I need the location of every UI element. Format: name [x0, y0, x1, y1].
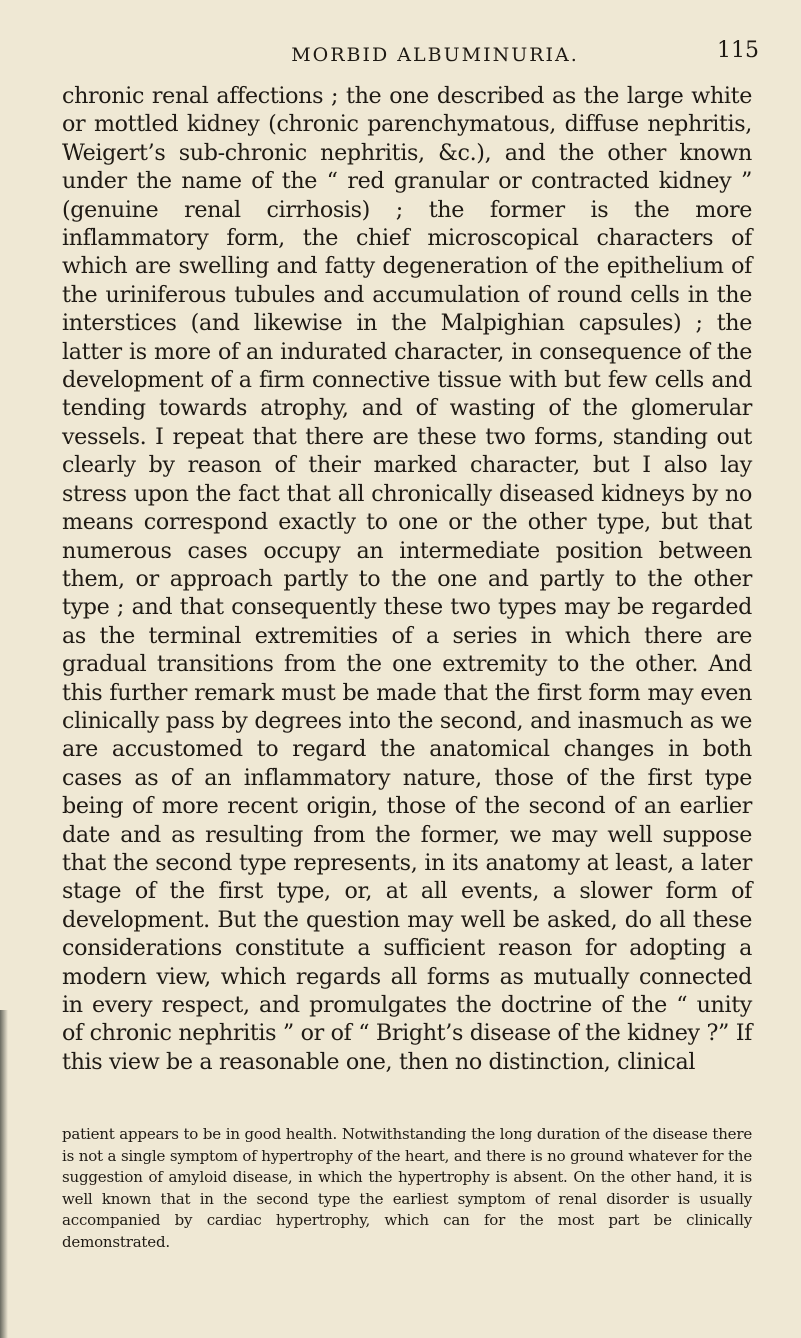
footnote-paragraph: patient appears to be in good health. Notwithstanding the long duration of the disease there is not a single symptom of hypertrophy of the heart, and there is no ground whatever for the suggestion of amyloid disease, in which the hypertrophy is absent. On the other hand, it is well known that in the second type the earliest symptom of renal disorder is usually accompanied by cardiac hypertrophy, which can for the most part be clinically demonstrated. — [62, 1125, 752, 1251]
footnote — [62, 1124, 752, 1253]
running-head: MORBID ALBUMINURIA. — [291, 44, 579, 66]
body-paragraph: chronic renal affections ; the one described as the large white or mottled kidney (chronic parenchymatous, diffuse nephritis, Weigert’s sub-chronic nephritis, &c.), and the other known under the name of the “ red granular or contracted kidney ” (genuine renal cirrhosis) ; the former is the more inflammatory form, the chief microscopical characters of which are swelling and fatty degeneration of the epithelium of the uriniferous tubules and accumulation of round cells in the interstices (and likewise in the Malpighian capsules) ; the latter is more of an indurated character, in consequence of the development of a firm connective tissue with but few cells and tending towards atrophy, and of wasting of the glomerular vessels. I repeat that there are these two forms, standing out clearly by reason of their marked character, but I also lay stress upon the fact that all chronically diseased kidneys by no means correspond exactly to one or the other type, but that numerous cases occupy an intermediate position between them, or approach partly to the one and partly to the other type ; and that consequently these two types may be regarded as the terminal extremities of a series in which there are gradual transitions from the one extremity to the other. And this further remark must be made that the first form may even clinically pass by degrees into the second, and inasmuch as we are accustomed to regard the anatomical changes in both cases as of an inflammatory nature, those of the first type being of more recent origin, those of the second of an earlier date and as resulting from the former, we may well suppose that the second type represents, in its anatomy at least, a later stage of the first type, or, at all events, a slower form of development. But the question may well be asked, do all these considerations constitute a sufficient reason for adopting a modern view, which regards all forms as mutually connected in every respect, and promulgates the doctrine of the “ unity of chronic nephritis ” or of “ Bright’s disease of the kidney ?” If this view be a reasonable one, then no distinction, clinical — [62, 83, 752, 1075]
page-number: 115 — [717, 38, 759, 63]
binding-shadow — [0, 1010, 8, 1338]
body-text — [62, 82, 752, 1076]
